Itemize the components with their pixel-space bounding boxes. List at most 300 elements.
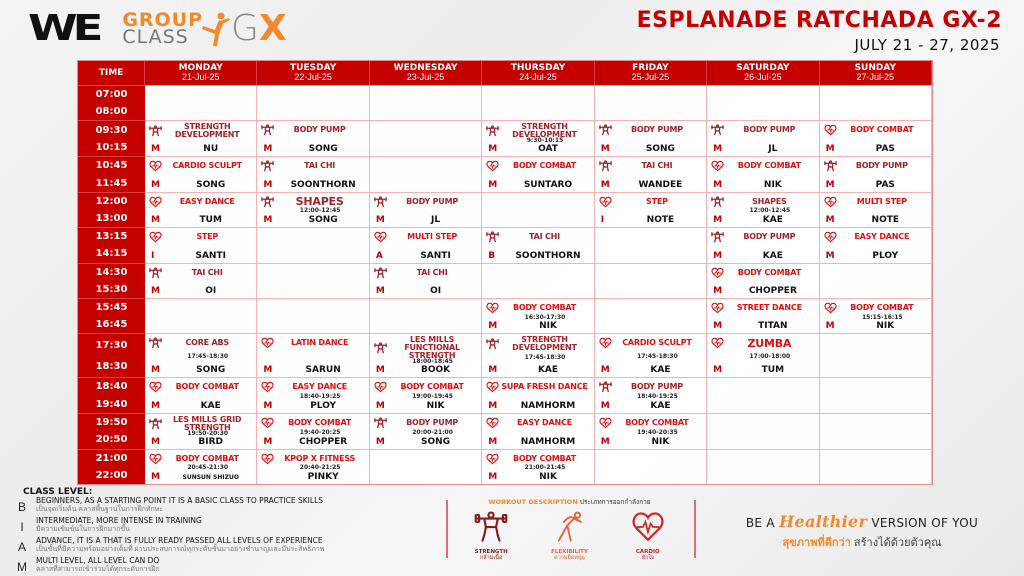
coach-name: SONG	[308, 144, 338, 155]
slot-end: 14:15	[95, 248, 128, 260]
kick-figure-icon	[199, 10, 233, 48]
class-cell[interactable]	[145, 377, 257, 412]
coach-name: JL	[431, 215, 441, 226]
class-name: BODY COMBAT	[288, 417, 352, 427]
cardio-icon	[486, 453, 499, 465]
coach-name: PAS	[875, 144, 895, 155]
class-name: BODY COMBAT	[625, 417, 689, 427]
slot-end: 16:45	[95, 319, 128, 331]
class-time: 18:40-19:25	[299, 392, 341, 400]
day-header-friday	[595, 61, 707, 85]
class-cell[interactable]	[820, 120, 932, 156]
day-name: MONDAY	[178, 62, 223, 73]
class-cell[interactable]	[370, 227, 482, 262]
class-name: TAI CHI	[191, 267, 223, 277]
class-cell[interactable]	[707, 333, 819, 377]
day-date: 25-Jul-25	[631, 71, 670, 82]
cardio-icon	[711, 337, 724, 349]
level-desc-en: ADVANCE, IT IS A THAT IS FULLY READY PASSED ALL LEVELS OF EXPERIENCE	[36, 536, 323, 545]
coach-name: TUM	[199, 215, 222, 226]
empty-slot	[820, 263, 932, 298]
class-time: 12:00-12:45	[299, 207, 341, 215]
cardio-icon	[261, 381, 274, 393]
time-slot	[78, 413, 145, 449]
time-slot	[78, 156, 145, 191]
class-level-legend	[8, 487, 438, 576]
cardio-icon	[711, 302, 724, 314]
strength-icon	[149, 337, 162, 349]
coach-name: TUM	[761, 365, 785, 376]
slogan-th: สุขภาพที่ดีกว่า สร้างได้ด้วยตัวคุณ	[782, 537, 942, 549]
class-name: STREET DANCE	[736, 302, 802, 312]
class-cell[interactable]	[370, 192, 482, 227]
strength-icon	[374, 196, 387, 208]
class-level: M	[375, 400, 385, 411]
class-cell[interactable]	[707, 120, 819, 156]
slot-start: 15:45	[95, 301, 128, 313]
coach-name: NOTE	[646, 215, 675, 226]
empty-slot	[820, 377, 932, 412]
day-header-tuesday	[257, 61, 369, 85]
class-cell[interactable]	[482, 227, 594, 262]
day-name: SUNDAY	[854, 62, 896, 73]
class-level: M	[713, 285, 723, 296]
cardio-icon	[149, 453, 162, 465]
class-level-item	[8, 537, 438, 557]
class-level: I	[151, 250, 155, 261]
class-name: BODY COMBAT	[175, 453, 239, 463]
cardio-icon	[374, 231, 387, 243]
level-letter: B	[17, 500, 26, 514]
class-cell[interactable]	[820, 156, 932, 191]
class-cell[interactable]	[482, 413, 594, 449]
class-level: M	[375, 285, 385, 296]
coach-name: SONG	[196, 179, 226, 190]
class-level-item	[8, 517, 438, 537]
cardio-icon	[374, 381, 387, 393]
class-level: M	[151, 365, 160, 376]
class-name: EASY DANCE	[292, 382, 348, 392]
class-cell[interactable]	[482, 333, 594, 377]
coach-name: NU	[203, 144, 219, 155]
empty-slot	[595, 263, 707, 298]
class-cell[interactable]	[145, 449, 257, 484]
class-level: M	[600, 400, 610, 411]
strength-icon	[374, 267, 387, 279]
class-name: STRENGTH DEVELOPMENT	[174, 122, 240, 140]
level-desc-en: INTERMEDIATE, MORE INTENSE IN TRAINING	[36, 516, 202, 525]
class-cell[interactable]	[257, 449, 369, 484]
class-level-item	[8, 557, 438, 576]
class-name: SUPA FRESH DANCE	[501, 382, 588, 392]
class-name: TAI CHI	[304, 161, 336, 171]
class-cell[interactable]	[145, 263, 257, 298]
time-slot	[78, 85, 145, 120]
coach-name: KAE	[650, 365, 671, 376]
level-desc-th: เป็นขั้นที่มีความพร้อมอย่างเต็มที่ ผ่านประสบการณ์ทุกระดับชั้นมาอย่างชำนาญและมีประสิทธิภาพ	[36, 545, 325, 553]
coach-name: OAT	[538, 144, 558, 155]
cardio-icon	[599, 196, 612, 208]
level-letter: M	[17, 560, 27, 574]
class-name: STEP	[196, 232, 219, 242]
class-name: BODY COMBAT	[737, 267, 801, 277]
empty-slot	[145, 85, 257, 120]
class-cell[interactable]	[370, 413, 482, 449]
class-name: MULTI STEP	[856, 196, 907, 206]
class-cell[interactable]	[595, 333, 707, 377]
empty-slot	[820, 333, 932, 377]
class-name: BODY COMBAT	[512, 161, 577, 171]
day-header-sunday	[820, 61, 932, 85]
strength-icon	[149, 418, 162, 430]
empty-slot	[707, 449, 819, 484]
empty-slot	[595, 227, 707, 262]
class-level: M	[713, 144, 723, 155]
cardio-icon	[824, 124, 837, 136]
coach-name: KAE	[537, 365, 559, 376]
slot-start: 17:30	[95, 339, 128, 351]
class-cell[interactable]	[145, 333, 257, 377]
time-slot	[78, 227, 145, 262]
class-level: M	[825, 144, 835, 155]
class-time: 17:45-18:30	[637, 353, 678, 361]
class-cell[interactable]	[370, 377, 482, 412]
class-name: BODY COMBAT	[512, 453, 577, 463]
class-cell[interactable]	[257, 377, 369, 412]
class-cell[interactable]	[257, 156, 369, 191]
day-date: 26-Jul-25	[744, 71, 782, 82]
slot-start: 19:50	[95, 416, 128, 428]
empty-slot	[820, 449, 932, 484]
cardio-icon	[486, 417, 499, 429]
strength-icon	[149, 125, 162, 137]
level-desc-en: MULTI LEVEL, ALL LEVEL CAN DO	[36, 556, 160, 565]
time-slot	[78, 449, 145, 484]
empty-slot	[707, 377, 819, 412]
coach-name: NAMHORM	[520, 436, 576, 447]
class-level: M	[600, 144, 610, 155]
class-name: STRENGTH DEVELOPMENT	[512, 335, 577, 353]
class-name: BODY PUMP	[855, 161, 908, 171]
slot-end: 11:45	[95, 177, 128, 189]
time-slot	[78, 192, 145, 227]
slot-start: 21:00	[95, 452, 128, 464]
class-name: CORE ABS	[185, 338, 229, 348]
coach-name: NOTE	[871, 215, 900, 226]
class-name: BODY COMBAT	[850, 302, 914, 312]
class-cell[interactable]	[595, 156, 707, 191]
class-name: BODY PUMP	[293, 125, 346, 135]
coach-name: WANDEE	[638, 179, 683, 190]
coach-name: NIK	[651, 436, 670, 447]
empty-slot	[370, 449, 482, 484]
class-cell[interactable]	[145, 227, 257, 262]
slot-end: 15:30	[95, 283, 128, 295]
class-level: M	[713, 365, 723, 376]
level-desc-en: BEGINNERS, AS A STARTING POINT IT IS A BASIC CLASS TO PRACTICE SKILLS	[36, 496, 324, 505]
class-time: 20:45-21:30	[187, 464, 229, 472]
class-level: M	[263, 144, 273, 155]
class-level: M	[151, 472, 160, 482]
day-header-saturday	[707, 61, 819, 85]
class-level: M	[151, 400, 160, 411]
class-cell[interactable]	[145, 156, 257, 191]
strength-icon	[261, 124, 274, 136]
class-level: M	[713, 321, 723, 332]
class-level: M	[713, 250, 723, 261]
coach-name: SUNTARO	[523, 179, 573, 190]
class-name: TAI CHI	[416, 267, 448, 277]
coach-name: PLOY	[872, 250, 899, 261]
workout-type-strength: STRENGTH กล้ามเนื้อ	[461, 510, 521, 561]
day-name: FRIDAY	[632, 62, 669, 73]
logo-group-class	[122, 8, 204, 48]
class-cell[interactable]	[145, 413, 257, 449]
class-name: EASY DANCE	[179, 196, 235, 206]
class-name: BODY COMBAT	[737, 161, 801, 171]
slot-start: 10:45	[95, 160, 128, 172]
empty-slot	[257, 263, 369, 298]
class-name: LES MILLS FUNCTIONAL STRENGTH	[404, 335, 460, 361]
class-name: BODY PUMP	[743, 232, 796, 242]
coach-name: BOOK	[420, 365, 451, 376]
day-header-monday	[145, 61, 257, 85]
class-name: TAI CHI	[529, 232, 560, 242]
workout-type-flexibility: FLEXIBILITY ความยืดหยุ่น	[539, 510, 599, 561]
class-time: 20:00-21:00	[412, 428, 453, 436]
day-header-wednesday	[370, 61, 482, 85]
time-slot	[78, 377, 145, 412]
slot-start: 13:15	[95, 231, 128, 243]
class-cell[interactable]	[482, 298, 594, 333]
time-slot	[78, 120, 145, 156]
day-date: 21-Jul-25	[181, 71, 220, 82]
class-level: M	[488, 472, 498, 482]
class-level: M	[151, 179, 160, 190]
coach-name: NIK	[539, 472, 557, 482]
coach-name: KAE	[762, 250, 783, 261]
coach-name: NIK	[426, 400, 445, 411]
flexibility-icon	[552, 510, 586, 544]
coach-name: SONG	[421, 436, 451, 447]
class-level: M	[263, 179, 273, 190]
coach-name: NAMHORM	[520, 400, 576, 411]
strength-icon	[711, 231, 724, 243]
class-name: SHAPES	[295, 195, 344, 209]
class-time: 19:40-20:25	[299, 428, 341, 436]
cardio-icon	[711, 160, 724, 172]
brand-logo	[28, 8, 287, 50]
class-name: MULTI STEP	[407, 232, 458, 242]
workout-description-title: WORKOUT DESCRIPTION ประเภทการออกกำลังกาย	[488, 498, 651, 506]
strength-icon	[261, 160, 274, 172]
class-time: 16:30-17:30	[524, 313, 566, 321]
slot-end: 08:00	[95, 106, 128, 118]
class-cell[interactable]	[707, 156, 819, 191]
class-cell[interactable]	[482, 156, 594, 191]
class-name: CARDIO SCULPT	[622, 338, 692, 348]
day-date: 24-Jul-25	[519, 71, 557, 82]
time-slot	[78, 298, 145, 333]
strength-icon	[149, 267, 162, 279]
class-time: 9:30-10:15	[526, 137, 564, 145]
class-name: BODY COMBAT	[512, 302, 577, 312]
class-cell[interactable]	[482, 449, 594, 484]
logo-we: WE	[28, 8, 99, 49]
class-cell[interactable]	[257, 120, 369, 156]
empty-slot	[820, 413, 932, 449]
class-time: 19:50-20:30	[187, 429, 229, 437]
coach-name: NIK	[876, 321, 895, 332]
strength-icon	[486, 338, 499, 350]
day-name: THURSDAY	[510, 62, 566, 73]
class-name: BODY PUMP	[406, 417, 459, 427]
coach-name: CHOPPER	[299, 436, 348, 447]
empty-slot	[257, 298, 369, 333]
cardio-icon	[599, 337, 612, 349]
coach-name: SONG	[645, 144, 675, 155]
class-name: BODY PUMP	[630, 125, 683, 135]
slot-start: 14:30	[95, 266, 128, 278]
cardio-icon	[261, 453, 274, 465]
class-cell[interactable]	[257, 333, 369, 377]
class-level: M	[263, 400, 273, 411]
coach-name: TITAN	[758, 321, 788, 332]
class-cell[interactable]	[820, 227, 932, 262]
class-cell[interactable]	[707, 227, 819, 262]
class-name: SHAPES	[752, 196, 787, 206]
class-cell[interactable]	[595, 413, 707, 449]
class-cell[interactable]	[257, 192, 369, 227]
class-cell[interactable]	[595, 120, 707, 156]
class-cell[interactable]	[820, 298, 932, 333]
class-cell[interactable]	[707, 298, 819, 333]
coach-name: SANTI	[195, 250, 226, 261]
class-name: CARDIO SCULPT	[172, 161, 242, 171]
class-name: BODY PUMP	[406, 196, 459, 206]
coach-name: KAE	[762, 215, 783, 226]
cardio-icon	[149, 231, 162, 243]
class-level: M	[600, 365, 610, 376]
slot-end: 18:30	[95, 361, 128, 372]
class-cell[interactable]	[707, 263, 819, 298]
schedule-grid	[77, 60, 933, 485]
empty-slot	[370, 156, 482, 191]
empty-slot	[595, 449, 707, 484]
class-time: 17:00-18:00	[749, 353, 791, 361]
cardio-icon	[824, 231, 837, 243]
strength-icon	[599, 381, 612, 393]
class-time: 20:40-21:25	[299, 464, 341, 472]
coach-name: KAE	[650, 400, 671, 411]
class-cell[interactable]	[145, 192, 257, 227]
slogan-en: BE A Healthier VERSION OF YOU	[745, 512, 979, 531]
empty-slot	[707, 85, 819, 120]
coach-name: SUNSUN SHIZUO	[182, 473, 239, 481]
slot-start: 07:00	[95, 89, 128, 101]
empty-slot	[820, 85, 932, 120]
coach-name: JL	[768, 144, 778, 155]
cardio-icon	[486, 160, 499, 172]
cardio-icon	[149, 160, 162, 172]
class-name: BODY COMBAT	[175, 382, 239, 392]
slot-end: 20:50	[95, 434, 128, 446]
coach-name: PLOY	[310, 400, 337, 411]
class-cell[interactable]	[707, 192, 819, 227]
class-level: M	[488, 179, 498, 190]
class-cell[interactable]	[595, 192, 707, 227]
class-level: M	[488, 144, 498, 155]
class-time: 18:40-19:25	[637, 392, 678, 400]
coach-name: OI	[430, 285, 442, 296]
day-name: SATURDAY	[736, 62, 790, 73]
class-name: EASY DANCE	[517, 417, 572, 427]
class-name: BODY COMBAT	[850, 125, 914, 135]
class-cell[interactable]	[482, 377, 594, 412]
cardio-icon	[149, 381, 162, 393]
cardio-icon	[486, 302, 499, 314]
cardio-icon	[711, 267, 724, 279]
class-time: 18:00-18:45	[412, 358, 453, 366]
class-level: M	[375, 215, 385, 226]
empty-slot	[145, 298, 257, 333]
logo-gx: GX	[231, 8, 287, 49]
class-cell[interactable]	[820, 192, 932, 227]
strength-icon	[711, 124, 724, 136]
class-cell[interactable]	[257, 413, 369, 449]
level-desc-th: มีความเข้มข้นในการฝึกมากขึ้น	[36, 525, 130, 533]
class-level: A	[375, 250, 383, 261]
class-level: M	[263, 365, 273, 376]
time-slot	[78, 333, 145, 377]
strength-icon	[711, 196, 724, 208]
class-cell[interactable]	[482, 120, 594, 156]
page-title: ESPLANADE RATCHADA GX-2	[636, 8, 1002, 33]
day-header-thursday	[482, 61, 594, 85]
class-name: LATIN DANCE	[291, 338, 349, 348]
strength-icon	[599, 124, 612, 136]
strength-icon	[599, 160, 612, 172]
cardio-icon	[599, 417, 612, 429]
class-cell[interactable]	[370, 333, 482, 377]
class-name: ZUMBA	[747, 336, 792, 350]
empty-slot	[370, 298, 482, 333]
level-letter: A	[17, 540, 26, 554]
strength-icon	[374, 342, 387, 354]
class-level: M	[713, 215, 723, 226]
day-name: TUESDAY	[290, 62, 337, 73]
class-level: M	[375, 436, 385, 447]
coach-name: NIK	[539, 321, 557, 332]
class-cell[interactable]	[370, 263, 482, 298]
empty-slot	[370, 120, 482, 156]
class-name: BODY COMBAT	[400, 382, 464, 392]
class-name: EASY DANCE	[854, 232, 910, 242]
coach-name: SANTI	[420, 250, 451, 261]
class-time: 19:00-19:45	[412, 392, 453, 400]
date-range: JULY 21 - 27, 2025	[854, 36, 1000, 54]
class-cell[interactable]	[595, 377, 707, 412]
slot-end: 22:00	[95, 469, 128, 481]
cardio-icon	[631, 510, 665, 544]
empty-slot	[482, 192, 594, 227]
class-name: TAI CHI	[641, 161, 673, 171]
cardio-icon	[261, 417, 274, 429]
coach-name: NIK	[763, 179, 782, 190]
slot-start: 12:00	[95, 195, 128, 207]
class-level: I	[600, 215, 605, 226]
class-cell[interactable]	[145, 120, 257, 156]
